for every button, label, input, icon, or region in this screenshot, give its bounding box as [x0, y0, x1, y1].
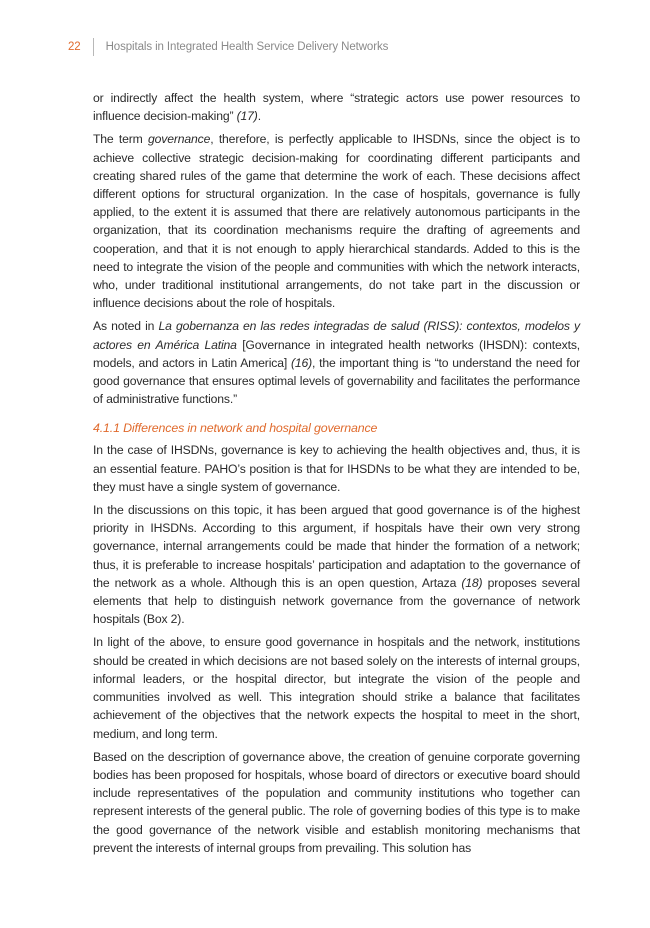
- citation-16: (16): [290, 355, 313, 370]
- section-heading: 4.1.1 Differences in network and hospital governance: [93, 421, 378, 436]
- page-number: 22: [68, 41, 81, 53]
- paragraph-3-text-start: As noted in: [93, 319, 159, 334]
- paragraph-1-end: .: [257, 109, 261, 124]
- publication-title: La gobernanza en las redes integradas de salud (RISS): contextos, modelos y actores en América Latina: [93, 319, 580, 352]
- paragraph-5: [93, 501, 580, 628]
- paragraph-1: [93, 89, 580, 125]
- citation-18: (18): [461, 575, 483, 590]
- running-title: Hospitals in Integrated Health Service Delivery Networks: [105, 41, 389, 53]
- page-header: [68, 38, 388, 56]
- paragraph-3-text-rest: , the important thing is “to understand the need for good governance that ensures optimal levels of governability and facilitates the performance of administrative functions.”: [93, 355, 580, 407]
- paragraph-2-text-start: The term: [93, 132, 149, 147]
- body-text: [93, 89, 580, 862]
- term-governance: governance: [148, 132, 211, 147]
- paragraph-1-text: or indirectly affect the health system, where “strategic actors use power resources to influence decision-making”: [93, 91, 580, 124]
- paragraph-7: Based on the description of governance above, the creation of genuine corporate governing bodies has been proposed for hospitals, whose board of directors or executive board should include representatives of the population and community institutions who together can represent interests of the general public. The role of governing bodies of this type is to make the good governance of the network visible and establish monitoring mechanisms that prevent the interests of internal groups from prevailing. This solution has: [93, 749, 580, 855]
- paragraph-2: [93, 130, 580, 312]
- paragraph-5-text-rest: proposes several elements that help to distinguish network governance from the governance of network hospitals (Box 2).: [93, 575, 580, 627]
- paragraph-3-translation: [Governance in integrated health networks (IHSDN): contexts, models, and actors in Latin America]: [93, 337, 580, 370]
- paragraph-2-text-rest: , therefore, is perfectly applicable to IHSDNs, since the object is to achieve collective strategic decision-making for coordinating different participants and creating shared rules of the game that determine the work of each. These decisions affect different options for structural organization. In the case of hospitals, governance is fully applied, to the extent it is assumed that there are relatively autonomous participants in the organization, that its coordination mechanisms require the drafting of agreements and cooperation, and that it is not enough to apply hierarchical standards. Added to this is the need to integrate the vision of the people and communities with which the network interacts, who, under traditional institutional arrangements, do not take part in the discussion or influence decisions about the role of hospitals.: [93, 132, 580, 311]
- paragraph-3: [93, 317, 580, 408]
- paragraph-6: In light of the above, to ensure good governance in hospitals and the network, institutions should be created in which decisions are not based solely on the interests of internal groups, informal leaders, or the hospital director, but integrate the vision of the people and communities involved as well. This integration should strike a balance that facilitates achievement of the objectives that the network expects the hospital to meet in the short, medium, and long term.: [93, 635, 580, 741]
- citation-17: (17): [236, 109, 258, 124]
- header-divider: [93, 38, 94, 56]
- paragraph-5-text-start: In the discussions on this topic, it has been argued that good governance is of the highest priority in IHSDNs. According to this argument, if hospitals have their own very strong governance, internal arrangements could be made that hinder the formation of a network; thus, it is preferable to increase hospitals’ participation and adaptation to the governance of the network as a whole. Although this is an open question, Artaza: [93, 503, 580, 590]
- paragraph-4: In the case of IHSDNs, governance is key to achieving the health objectives and, thus, it is an essential feature. PAHO’s position is that for IHSDNs to be what they are intended to be, they must have a single system of governance.: [93, 443, 580, 494]
